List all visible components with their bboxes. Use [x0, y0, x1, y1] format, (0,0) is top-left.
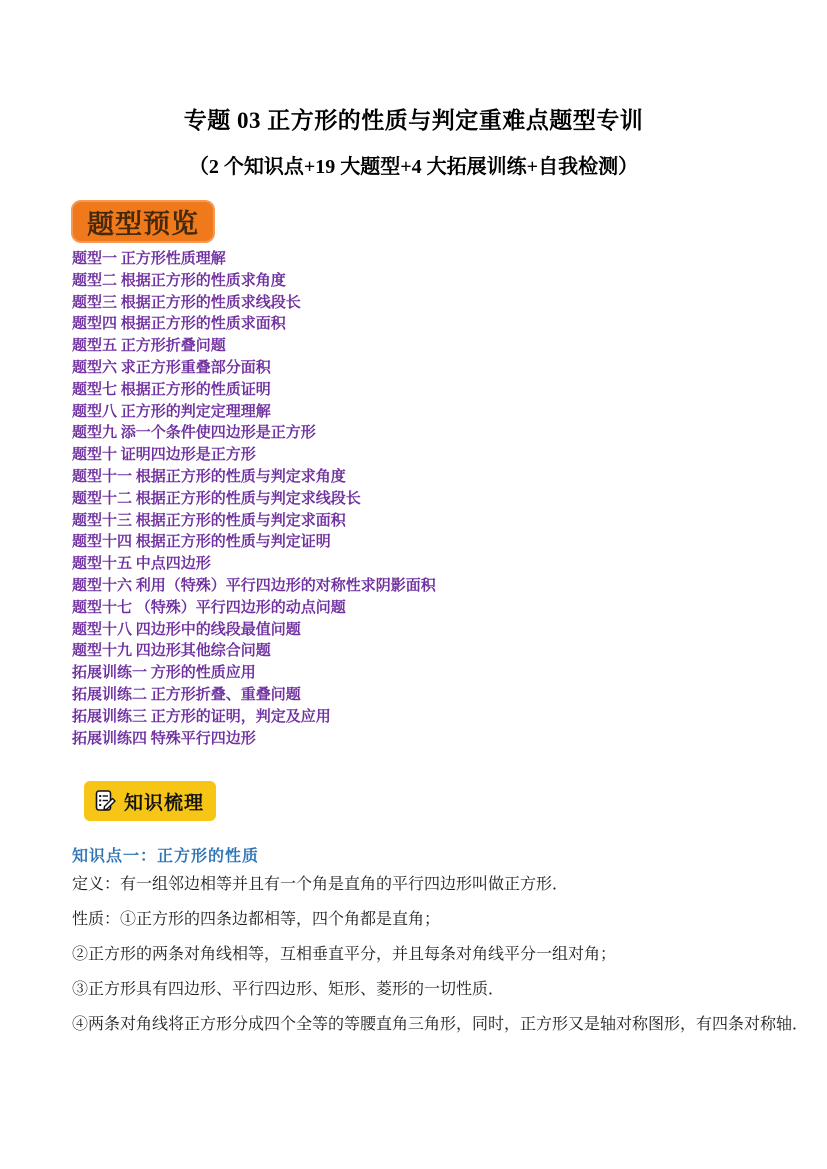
topic-preview-badge	[71, 200, 215, 243]
topic-item-18: 题型十八 四边形中的线段最值问题	[72, 621, 301, 638]
topic-item-19: 题型十九 四边形其他综合问题	[72, 643, 271, 660]
definition-paragraph: 定义：有一组邻边相等并且有一个角是直角的平行四边形叫做正方形．	[72, 876, 569, 893]
topic-preview-badge-label: 题型预览	[86, 208, 200, 240]
topic-item-6: 题型六 求正方形重叠部分面积	[72, 359, 271, 376]
knowledge-review-badge	[84, 781, 216, 821]
knowledge-point-heading: 知识点一：正方形的性质	[72, 848, 260, 865]
topic-item-7: 题型七 根据正方形的性质证明	[72, 381, 271, 398]
expansion-item-1: 拓展训练一 方形的性质应用	[72, 665, 256, 682]
property-paragraph-2: ②正方形的两条对角线相等，互相垂直平分，并且每条对角线平分一组对角；	[72, 946, 617, 963]
knowledge-review-badge-label: 知识梳理	[124, 792, 205, 814]
expansion-item-2: 拓展训练二 正方形折叠、重叠问题	[72, 686, 301, 703]
topic-item-13: 题型十三 根据正方形的性质与判定求面积	[72, 512, 346, 529]
topic-item-2: 题型二 根据正方形的性质求角度	[72, 272, 286, 289]
expansion-item-4: 拓展训练四 特殊平行四边形	[72, 730, 256, 747]
property-paragraph-4: ④两条对角线将正方形分成四个全等的等腰直角三角形，同时，正方形又是轴对称图形，有四条对称轴．	[72, 1016, 809, 1033]
document-title: 专题 03 正方形的性质与判定重难点题型专训	[183, 108, 644, 133]
expansion-item-3: 拓展训练三 正方形的证明，判定及应用	[72, 708, 331, 725]
topic-item-4: 题型四 根据正方形的性质求面积	[72, 316, 286, 333]
topic-item-8: 题型八 正方形的判定定理理解	[72, 403, 271, 420]
topic-item-12: 题型十二 根据正方形的性质与判定求线段长	[72, 490, 361, 507]
topic-item-14: 题型十四 根据正方形的性质与判定证明	[72, 534, 331, 551]
document-subtitle: （2 个知识点+19 大题型+4 大拓展训练+自我检测）	[188, 156, 639, 178]
topic-item-16: 题型十六 利用（特殊）平行四边形的对称性求阴影面积	[72, 577, 436, 594]
property-paragraph-3: ③正方形具有四边形、平行四边形、矩形、菱形的一切性质．	[72, 981, 505, 998]
topic-item-9: 题型九 添一个条件使四边形是正方形	[72, 425, 316, 442]
clipboard-pen-icon	[93, 789, 117, 813]
topic-list	[72, 249, 712, 750]
property-paragraph-1: 性质：①正方形的四条边都相等，四个角都是直角；	[72, 911, 441, 928]
topic-item-17: 题型十七 （特殊）平行四边形的动点问题	[72, 599, 346, 616]
topic-item-10: 题型十 证明四边形是正方形	[72, 447, 256, 464]
topic-item-11: 题型十一 根据正方形的性质与判定求角度	[72, 468, 346, 485]
topic-item-5: 题型五 正方形折叠问题	[72, 338, 226, 355]
topic-item-3: 题型三 根据正方形的性质求线段长	[72, 294, 301, 311]
topic-item-1: 题型一 正方形性质理解	[72, 251, 226, 267]
knowledge-paragraphs	[72, 876, 809, 1052]
topic-item-15: 题型十五 中点四边形	[72, 556, 211, 573]
